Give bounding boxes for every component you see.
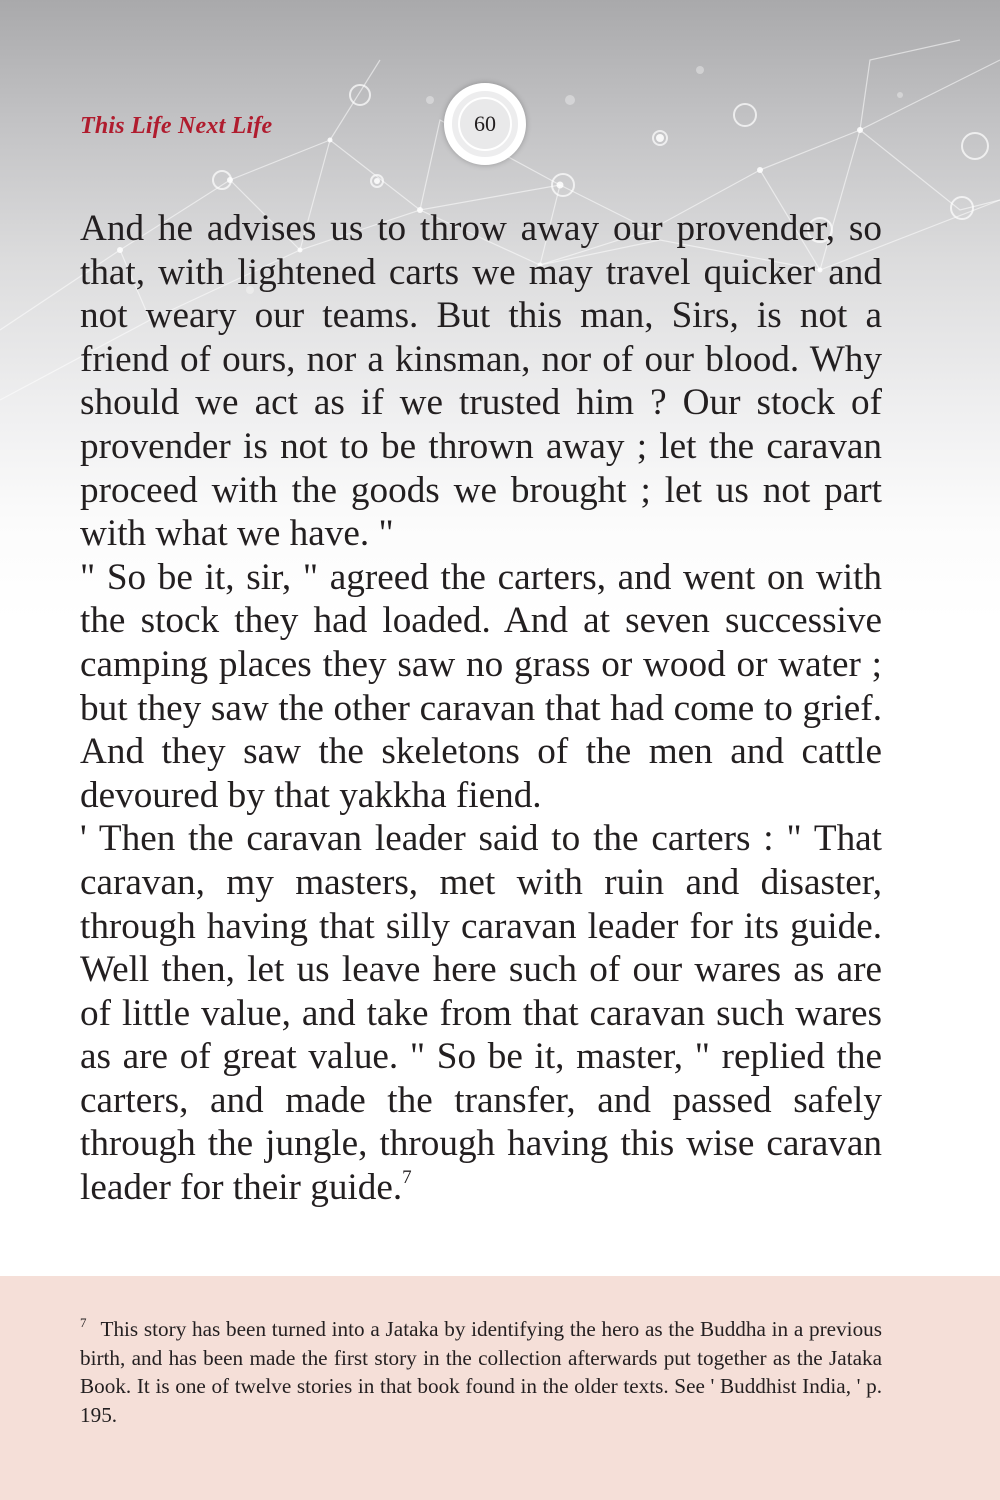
footnote-body: This story has been turned into a Jataka by identifying the hero as the Buddha in a previous birth, and has been made the first story in the collection afterwards put together as the Jataka Book. It is one of twelve stories in that book found in the older texts. See ' Buddhist India, ' p. 195.: [80, 1317, 882, 1427]
main-text: [80, 207, 882, 1210]
paragraph-2: [80, 556, 882, 818]
paragraph-3: [80, 817, 882, 1209]
page-number: 60: [474, 111, 496, 136]
paragraph-text: " So be it, sir, " agreed the carters, and went on with the stock they had loaded. And at seven successive camping places they saw no grass or wood or water ; but they saw the other caravan that had come to grief. And they saw the skeletons of the men and cattle devoured by that yakkha fiend.: [80, 556, 882, 816]
page-number-badge: [444, 83, 526, 165]
footnote-reference[interactable]: 7: [402, 1167, 412, 1189]
paragraph-text: ' Then the caravan leader said to the carters : " That caravan, my masters, met with ruin and disaster, through having that silly caravan leader for its guide. Well then, let us leave here such of our wares as are of little value, and take from that caravan such wares as are of great value. " So be it, master, " replied the carters, and made the transfer, and passed safely through the jungle, through having this wise caravan leader for their guide.: [80, 818, 882, 1209]
footnote: [80, 1315, 882, 1429]
running-header-title: This Life Next Life: [80, 113, 273, 139]
page-number-inner-ring: [458, 97, 512, 151]
paragraph-1: [80, 207, 882, 556]
paragraph-text: And he advises us to throw away our provender, so that, with lightened carts we may travel quicker and not weary our teams. But this man, Sirs, is not a friend of ours, nor a kinsman, nor of our blood. Why should we act as if we trusted him ? Our stock of provender is not to be thrown away ; let the caravan proceed with the goods we brought ; let us not part with what we have. ": [80, 208, 882, 555]
footnote-marker: 7: [80, 1315, 87, 1330]
